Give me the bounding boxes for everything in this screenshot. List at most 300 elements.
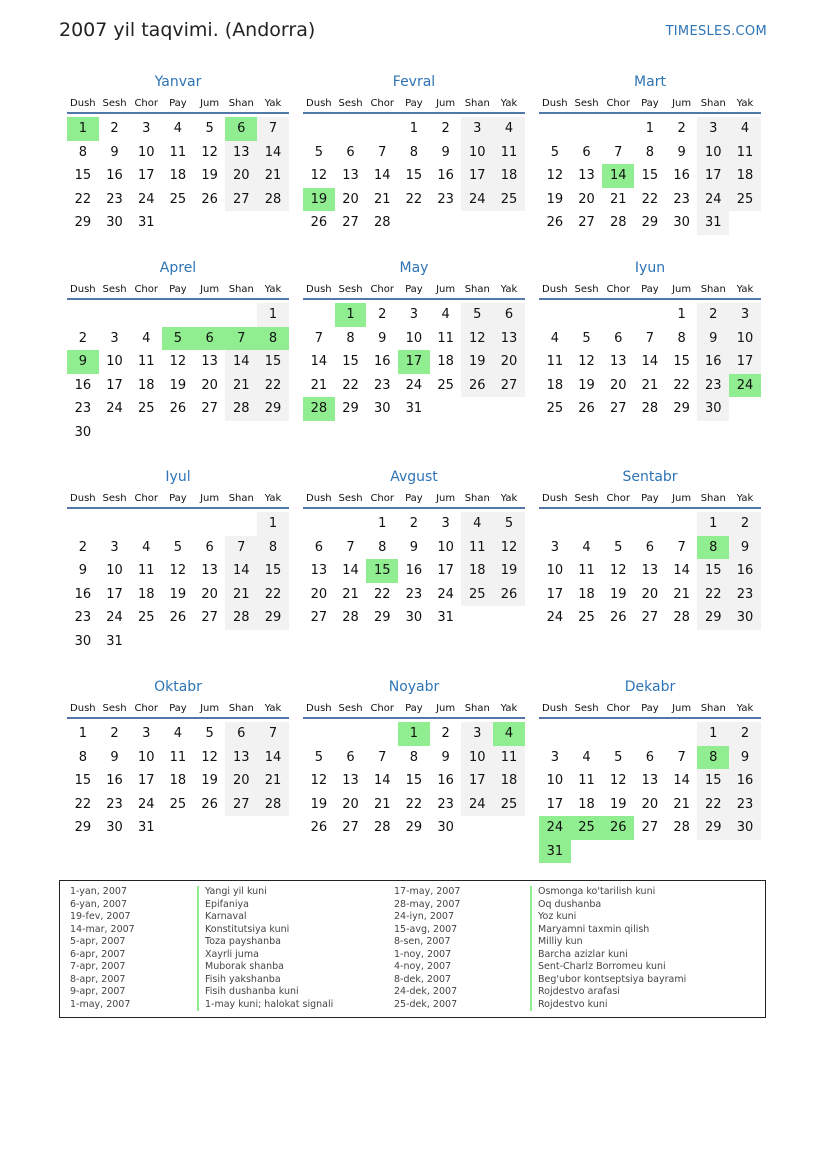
day-cell: 14 <box>342 563 359 578</box>
day-cell: 30 <box>437 820 454 835</box>
day-cell: 11 <box>493 746 525 770</box>
day-cell: 25 <box>169 796 187 812</box>
day-cell: 24 <box>137 191 155 207</box>
day-cell: 31 <box>106 633 123 649</box>
day-cell: 21 <box>225 374 257 398</box>
month-name: Noyabr <box>388 679 440 695</box>
day-cell: 10 <box>405 330 423 346</box>
day-grid <box>539 722 761 863</box>
day-cell: 1 <box>697 722 729 746</box>
empty-cell <box>602 512 634 536</box>
day-cell: 22 <box>373 586 391 602</box>
day-cell: 19 <box>461 350 493 374</box>
legend-entry: Sent-Charlz Borromeu kuni <box>530 961 686 974</box>
day-cell: 13 <box>342 773 359 788</box>
empty-cell <box>571 722 603 746</box>
empty-cell <box>602 722 634 746</box>
day-cell: 15 <box>697 559 729 583</box>
empty-cell <box>666 722 698 746</box>
month-name: Fevral <box>392 74 436 90</box>
day-cell: 1 <box>257 512 289 536</box>
day-cell: 26 <box>578 401 595 416</box>
weekday-label: Shan <box>700 284 726 295</box>
weekday-label: Dush <box>306 284 332 295</box>
month-may <box>303 259 525 421</box>
day-cell: 1 <box>378 516 387 531</box>
day-cell: 8 <box>78 144 87 160</box>
day-cell: 27 <box>493 374 525 398</box>
weekday-label: Sesh <box>102 703 127 714</box>
weekday-label: Pay <box>169 98 187 109</box>
day-cell: 2 <box>697 303 729 327</box>
day-cell: 28 <box>673 610 690 625</box>
day-cell: 13 <box>201 563 218 578</box>
day-cell: 9 <box>729 746 761 770</box>
day-cell: 7 <box>378 144 387 160</box>
empty-cell <box>571 512 603 536</box>
day-cell: 9 <box>677 144 686 160</box>
weekday-label: Chor <box>370 493 394 504</box>
day-cell: 17 <box>546 796 564 812</box>
day-cell: 7 <box>225 536 257 560</box>
day-cell: 31 <box>405 401 423 416</box>
day-cell: 25 <box>493 793 525 817</box>
day-cell: 12 <box>169 563 187 578</box>
weekday-label: Chor <box>134 703 158 714</box>
weekday-label: Dush <box>70 703 96 714</box>
weekday-label: Chor <box>606 703 630 714</box>
weekday-label: Yak <box>264 98 282 109</box>
day-cell: 15 <box>342 354 359 369</box>
weekday-label: Yak <box>264 493 282 504</box>
weekday-label: Pay <box>405 98 423 109</box>
day-cell: 11 <box>137 354 155 369</box>
day-cell: 18 <box>729 164 761 188</box>
legend-entry: Maryamni taxmin qilish <box>530 924 686 937</box>
empty-cell <box>130 512 162 536</box>
day-cell: 22 <box>342 377 359 393</box>
weekday-label: Pay <box>405 493 423 504</box>
day-cell: 15 <box>697 769 729 793</box>
empty-cell <box>335 117 367 141</box>
weekday-label: Dush <box>542 493 568 504</box>
legend-entry: Milliy kun <box>530 936 686 949</box>
weekday-header <box>67 701 289 719</box>
day-cell: 23 <box>729 583 761 607</box>
day-cell: 5 <box>205 121 214 136</box>
legend-entry: Yoz kuni <box>530 911 686 924</box>
day-cell: 27 <box>641 820 659 835</box>
day-cell: 7 <box>677 539 686 555</box>
day-cell: 5 <box>173 539 183 555</box>
day-cell: 27 <box>225 793 257 817</box>
weekday-label: Pay <box>641 493 659 504</box>
day-cell: 2 <box>441 726 450 741</box>
day-cell: 28 <box>373 215 391 230</box>
weekday-label: Yak <box>500 284 518 295</box>
weekday-header <box>539 96 761 114</box>
day-cell: 26 <box>310 215 328 230</box>
holiday-day-cell: 5 <box>162 327 194 351</box>
day-cell: 23 <box>106 796 123 812</box>
month-iyul <box>67 468 289 653</box>
day-grid <box>67 722 289 840</box>
day-cell: 11 <box>578 563 595 578</box>
weekday-label: Sesh <box>102 284 127 295</box>
day-cell: 24 <box>137 796 155 812</box>
weekday-label: Sesh <box>338 98 363 109</box>
day-cell: 14 <box>373 773 391 788</box>
day-cell: 3 <box>729 303 761 327</box>
weekday-label: Chor <box>606 493 630 504</box>
day-cell: 28 <box>257 793 289 817</box>
holiday-day-cell: 6 <box>194 327 226 351</box>
day-cell: 22 <box>405 796 423 812</box>
day-cell: 7 <box>378 749 387 765</box>
day-cell: 15 <box>74 168 92 183</box>
day-cell: 20 <box>225 769 257 793</box>
day-cell: 2 <box>729 722 761 746</box>
day-cell: 17 <box>137 773 155 788</box>
day-cell: 20 <box>310 586 328 602</box>
legend-entry: 6-yan, 2007 <box>70 898 127 910</box>
empty-cell <box>539 117 571 141</box>
day-cell: 22 <box>697 793 729 817</box>
day-cell: 14 <box>373 168 391 183</box>
holiday-day-cell: 7 <box>225 327 257 351</box>
weekday-label: Jum <box>436 493 456 504</box>
day-cell: 22 <box>257 374 289 398</box>
day-cell: 8 <box>346 330 355 346</box>
day-cell: 19 <box>169 377 187 393</box>
day-cell: 10 <box>461 746 493 770</box>
legend-entry: Yangi yil kuni <box>197 886 333 899</box>
day-cell: 6 <box>645 749 655 765</box>
day-cell: 3 <box>110 539 119 555</box>
weekday-label: Pay <box>641 703 659 714</box>
weekday-label: Dush <box>542 703 568 714</box>
empty-cell <box>225 303 257 327</box>
day-cell: 21 <box>673 586 690 602</box>
holiday-day-cell: 1 <box>335 303 367 327</box>
day-cell: 10 <box>106 563 123 578</box>
day-cell: 25 <box>729 188 761 212</box>
day-cell: 4 <box>142 330 151 346</box>
holiday-day-cell: 28 <box>303 397 335 421</box>
day-cell: 14 <box>257 746 289 770</box>
legend-entry: 1-may, 2007 <box>70 998 131 1010</box>
day-cell: 15 <box>405 168 423 183</box>
holiday-day-cell: 31 <box>539 840 571 864</box>
day-cell: 1 <box>257 303 289 327</box>
weekday-label: Chor <box>606 98 630 109</box>
day-cell: 6 <box>582 144 591 160</box>
holiday-day-cell: 1 <box>398 722 430 746</box>
day-cell: 16 <box>437 773 454 788</box>
day-cell: 13 <box>225 141 257 165</box>
day-cell: 8 <box>409 144 419 160</box>
day-cell: 24 <box>106 401 123 416</box>
legend-entry: Fisih yakshanba <box>197 974 333 987</box>
day-grid <box>539 117 761 235</box>
day-cell: 24 <box>405 377 423 393</box>
day-cell: 20 <box>342 191 359 207</box>
day-cell: 7 <box>677 749 686 765</box>
day-cell: 19 <box>201 168 218 183</box>
empty-cell <box>194 512 226 536</box>
day-cell: 12 <box>546 168 564 183</box>
legend-entry: Osmonga ko'tarilish kuni <box>530 886 686 899</box>
holiday-day-cell: 15 <box>366 559 398 583</box>
day-cell: 16 <box>106 168 123 183</box>
day-cell: 2 <box>729 512 761 536</box>
day-cell: 9 <box>697 327 729 351</box>
day-cell: 19 <box>609 796 627 812</box>
day-cell: 4 <box>173 121 183 136</box>
day-cell: 18 <box>493 164 525 188</box>
legend-entry: Oq dushanba <box>530 899 686 912</box>
day-cell: 20 <box>201 586 218 602</box>
day-cell: 6 <box>346 749 355 765</box>
weekday-label: Chor <box>370 98 394 109</box>
month-name: Iyun <box>634 260 666 276</box>
day-cell: 13 <box>225 746 257 770</box>
weekday-label: Dush <box>70 493 96 504</box>
weekday-label: Yak <box>736 284 754 295</box>
weekday-label: Sesh <box>338 703 363 714</box>
day-cell: 27 <box>225 188 257 212</box>
day-cell: 5 <box>461 303 493 327</box>
day-cell: 26 <box>169 401 187 416</box>
weekday-label: Pay <box>405 284 423 295</box>
weekday-label: Shan <box>464 703 490 714</box>
weekday-label: Jum <box>672 98 692 109</box>
day-cell: 11 <box>729 141 761 165</box>
day-cell: 27 <box>201 610 218 625</box>
day-cell: 27 <box>609 401 627 416</box>
day-cell: 13 <box>641 563 659 578</box>
weekday-header <box>539 491 761 509</box>
day-cell: 28 <box>373 820 391 835</box>
day-cell: 20 <box>493 350 525 374</box>
day-cell: 25 <box>546 401 564 416</box>
weekday-label: Pay <box>641 98 659 109</box>
day-cell: 16 <box>673 168 690 183</box>
day-cell: 8 <box>677 330 686 346</box>
day-cell: 4 <box>493 117 525 141</box>
month-noyabr <box>303 678 525 840</box>
legend-entry: 8-apr, 2007 <box>70 973 126 985</box>
day-cell: 8 <box>645 144 655 160</box>
day-cell: 23 <box>437 796 454 812</box>
day-cell: 30 <box>74 424 92 440</box>
day-cell: 18 <box>137 586 155 602</box>
day-cell: 23 <box>673 191 690 207</box>
day-cell: 31 <box>697 211 729 235</box>
weekday-label: Jum <box>436 98 456 109</box>
weekday-label: Sesh <box>574 493 599 504</box>
day-cell: 31 <box>137 215 155 230</box>
day-cell: 26 <box>310 820 328 835</box>
day-cell: 28 <box>609 215 627 230</box>
day-cell: 21 <box>609 191 627 207</box>
holiday-day-cell: 1 <box>67 117 99 141</box>
day-cell: 20 <box>609 377 627 393</box>
day-cell: 3 <box>550 749 559 765</box>
day-cell: 3 <box>697 117 729 141</box>
weekday-label: Shan <box>464 493 490 504</box>
day-cell: 1 <box>78 726 87 741</box>
weekday-label: Dush <box>542 98 568 109</box>
month-name: Aprel <box>159 260 197 276</box>
month-name: Iyul <box>165 469 191 485</box>
day-cell: 18 <box>169 168 187 183</box>
day-cell: 2 <box>110 726 119 741</box>
day-cell: 25 <box>578 610 595 625</box>
weekday-label: Jum <box>200 98 220 109</box>
weekday-label: Chor <box>134 284 158 295</box>
day-cell: 26 <box>201 796 218 812</box>
day-cell: 8 <box>257 536 289 560</box>
day-cell: 28 <box>225 397 257 421</box>
day-cell: 2 <box>409 516 419 531</box>
day-cell: 24 <box>461 793 493 817</box>
day-cell: 5 <box>314 749 323 765</box>
day-cell: 20 <box>578 191 595 207</box>
day-cell: 3 <box>110 330 119 346</box>
weekday-label: Sesh <box>574 284 599 295</box>
holiday-day-cell: 4 <box>493 722 525 746</box>
weekday-header <box>67 491 289 509</box>
empty-cell <box>366 117 398 141</box>
weekday-label: Jum <box>436 703 456 714</box>
day-cell: 24 <box>106 610 123 625</box>
legend-dates-right <box>394 886 460 1011</box>
day-cell: 10 <box>137 144 155 160</box>
month-fevral <box>303 73 525 235</box>
weekday-label: Jum <box>436 284 456 295</box>
day-cell: 10 <box>437 539 454 555</box>
day-cell: 25 <box>461 583 493 607</box>
holiday-day-cell: 24 <box>729 374 761 398</box>
month-aprel <box>67 259 289 444</box>
day-cell: 4 <box>582 539 591 555</box>
day-cell: 17 <box>137 168 155 183</box>
day-cell: 31 <box>137 820 155 835</box>
day-cell: 23 <box>74 401 92 416</box>
day-cell: 6 <box>346 144 355 160</box>
day-cell: 21 <box>342 586 359 602</box>
day-cell: 26 <box>201 191 218 207</box>
legend-entry: 6-apr, 2007 <box>70 948 126 960</box>
weekday-label: Yak <box>264 284 282 295</box>
day-cell: 30 <box>673 215 690 230</box>
weekday-label: Jum <box>672 284 692 295</box>
day-cell: 14 <box>310 354 328 369</box>
empty-cell <box>67 303 99 327</box>
day-cell: 16 <box>405 563 423 578</box>
day-cell: 13 <box>342 168 359 183</box>
day-cell: 24 <box>437 586 454 602</box>
day-cell: 14 <box>225 350 257 374</box>
day-cell: 28 <box>225 606 257 630</box>
day-cell: 19 <box>201 773 218 788</box>
day-cell: 23 <box>729 793 761 817</box>
day-cell: 18 <box>546 377 564 393</box>
holiday-legend <box>59 880 766 1018</box>
day-cell: 22 <box>74 191 92 207</box>
day-cell: 24 <box>461 188 493 212</box>
day-cell: 17 <box>461 164 493 188</box>
day-cell: 7 <box>257 117 289 141</box>
day-cell: 25 <box>137 401 155 416</box>
day-cell: 5 <box>614 539 623 555</box>
legend-entry: 14-mar, 2007 <box>70 923 135 935</box>
legend-entry: Barcha azizlar kuni <box>530 949 686 962</box>
day-cell: 23 <box>405 586 423 602</box>
day-cell: 21 <box>225 583 257 607</box>
legend-entry: 17-may, 2007 <box>394 886 461 897</box>
day-cell: 26 <box>609 610 627 625</box>
legend-names-left <box>197 886 333 1011</box>
weekday-label: Dush <box>306 703 332 714</box>
day-cell: 4 <box>441 307 450 322</box>
day-cell: 12 <box>609 773 627 788</box>
day-cell: 23 <box>437 191 454 207</box>
holiday-day-cell: 9 <box>67 350 99 374</box>
day-cell: 29 <box>74 820 92 835</box>
legend-entry: 1-noy, 2007 <box>394 948 452 960</box>
day-cell: 3 <box>550 539 559 555</box>
day-cell: 1 <box>409 121 419 136</box>
weekday-header <box>303 282 525 300</box>
day-cell: 12 <box>310 773 328 788</box>
empty-cell <box>303 512 335 536</box>
legend-entry: 1-yan, 2007 <box>70 886 127 897</box>
day-cell: 2 <box>378 307 387 322</box>
day-cell: 29 <box>641 215 659 230</box>
day-cell: 8 <box>378 539 387 555</box>
day-cell: 28 <box>257 188 289 212</box>
day-cell: 6 <box>493 303 525 327</box>
day-cell: 6 <box>645 539 655 555</box>
brand-link[interactable]: TIMESLES.COM <box>665 24 767 39</box>
holiday-day-cell: 24 <box>539 816 571 840</box>
day-cell: 28 <box>641 401 659 416</box>
day-cell: 19 <box>169 586 187 602</box>
weekday-label: Yak <box>500 98 518 109</box>
legend-names-right <box>530 886 686 1011</box>
day-cell: 29 <box>342 401 359 416</box>
day-cell: 13 <box>641 773 659 788</box>
empty-cell <box>634 722 666 746</box>
day-cell: 9 <box>378 330 387 346</box>
legend-entry: Toza payshanba <box>197 936 333 949</box>
weekday-label: Sesh <box>102 98 127 109</box>
weekday-label: Jum <box>672 703 692 714</box>
day-cell: 3 <box>409 307 419 322</box>
legend-entry: Konstitutsiya kuni <box>197 924 333 937</box>
empty-cell <box>130 303 162 327</box>
day-cell: 2 <box>78 539 87 555</box>
legend-entry: Xayrli juma <box>197 949 333 962</box>
day-grid <box>303 117 525 235</box>
day-cell: 16 <box>437 168 454 183</box>
day-grid <box>303 722 525 840</box>
day-cell: 5 <box>205 726 214 741</box>
day-cell: 16 <box>74 586 92 602</box>
empty-cell <box>303 303 335 327</box>
